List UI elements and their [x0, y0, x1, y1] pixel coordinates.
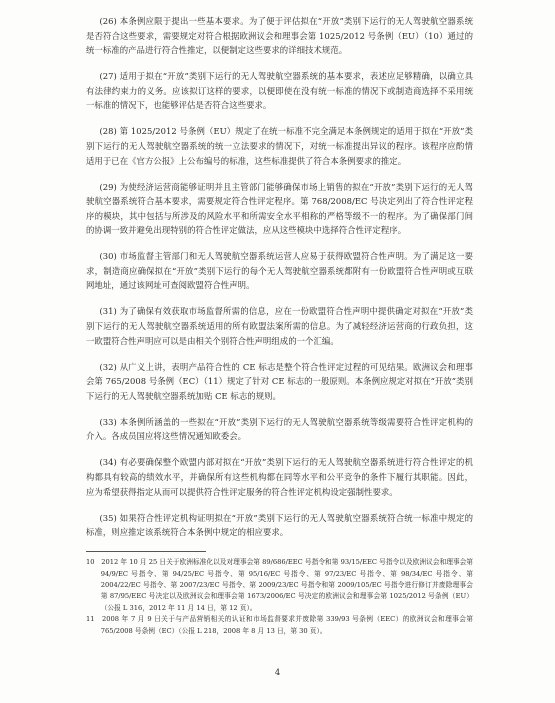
recital-26: (26) 本条例应限于提出一些基本要求。为了便于评估拟在“开放”类别下运行的无人驾驶航空器系统是否符合这些要求，需要规定对符合根据欧洲议会和理事会第 1025/2012 号条例（EU）（10）通过的统一标准的产品进行符合性推定，以便制定这些要求的详细技术规范。: [86, 16, 473, 56]
recital-35: (35) 如果符合性评定机构证明拟在“开放”类别下运行的无人驾驶航空器系统符合统一标准中规定的标准，则应推定该系统符合本条例中规定的相应要求。: [86, 512, 473, 538]
body-text: [86, 14, 473, 540]
footnote-10: 10 2012 年 10 月 25 日关于欧洲标准化以及对理事会第 89/686/EEC 号指令和第 93/15/EEC 号指令以及欧洲议会和理事会第 94/9/EC 号指令、第 94/25/EC 号指令、第 95/16/EC 号指令、第 97/23/EC 号指令、第 98/34/EC 号指令、第 2004/22/EC 号指令、第 2007/23/EC 号指令、第 2009/23/EC 号指令和第 2009/105/EC 号指令进行修订并废除理事会第 87/95/EEC 号决定以及欧洲议会和理事会第 1673/2006/EC 号决定的欧洲议会和理事会第 1025/2012 号条例（EU）（公报 L 316，2012 年 11 月 14 日，第 12 页）。: [86, 558, 473, 612]
page-number: 4: [274, 667, 281, 677]
recital-29: (29) 为使经济运营商能够证明并且主管部门能够确保市场上销售的拟在“开放”类别下运行的无人驾驶航空器系统符合基本要求，需要规定符合性评定程序。第 768/2008/EC 号决定列出了符合性评定程序的模块，其中包括与所涉及的风险水平和所需安全水平相称的严格等级不一的程序。为了确保部门间的协调一致并避免出现特别的符合性评定做法，应从这些模块中选择符合性评定程序。: [86, 181, 473, 236]
recital-34: (34) 有必要确保整个欧盟内部对拟在“开放”类别下运行的无人驾驶航空器系统进行符合性评定的机构都具有较高的绩效水平，并确保所有这些机构都在同等水平和公平竞争的条件下履行其职能。因此，应为希望获得指定从而可以提供符合性评定服务的符合性评定机构设定强制性要求。: [86, 457, 473, 497]
recital-33: (33) 本条例所涵盖的一些拟在“开放”类别下运行的无人驾驶航空器系统等级需要符合性评定机构的介入。各成员国应将这些情况通知欧委会。: [86, 416, 473, 442]
footnote-divider: [86, 551, 206, 552]
recital-30: (30) 市场监督主管部门和无人驾驶航空器系统运营人应易于获得欧盟符合性声明。为了满足这一要求，制造商应确保拟在“开放”类别下运行的每个无人驾驶航空器系统都附有一份欧盟符合性声明或互联网地址，通过该网址可查阅欧盟符合性声明。: [86, 251, 473, 291]
recital-28: (28) 第 1025/2012 号条例（EU）规定了在统一标准不完全满足本条例规定的适用于拟在“开放”类别下运行的无人驾驶航空器系统的统一立法要求的情况下，对统一标准提出异议的程序。该程序应酌情适用于已在《官方公报》上公布编号的标准，这些标准提供了符合本条例要求的推定。: [86, 126, 473, 166]
recital-32: (32) 从广义上讲，表明产品符合性的 CE 标志是整个符合性评定过程的可见结果。欧洲议会和理事会第 765/2008 号条例（EC）（11）规定了针对 CE 标志的一般原则。本条例应规定对拟在“开放”类别下运行的无人驾驶航空器系统加贴 CE 标志的规则。: [86, 361, 473, 401]
recital-27: (27) 适用于拟在“开放”类别下运行的无人驾驶航空器系统的基本要求，表述应足够精确，以确立具有法律约束力的义务。应该拟订这样的要求，以便即使在没有统一标准的情况下或制造商选择不采用统一标准的情况下，也能够评估是否符合这些要求。: [86, 71, 473, 111]
footnote-11: 11 2008 年 7 月 9 日关于与产品营销相关的认证和市场监督要求并废除第 339/93 号条例（EEC）的欧洲议会和理事会第 765/2008 号条例（EC）（公报 L 218，2008 年 8 月 13 日，第 30 页）。: [86, 615, 473, 635]
footnotes: [86, 557, 473, 637]
recital-31: (31) 为了确保有效获取市场监督所需的信息，应在一份欧盟符合性声明中提供确定对拟在“开放”类别下运行的无人驾驶航空器系统适用的所有欧盟法案所需的信息。为了减轻经济运营商的行政负担，这一欧盟符合性声明应可以是由相关个别符合性声明组成的一个汇编。: [86, 306, 473, 346]
